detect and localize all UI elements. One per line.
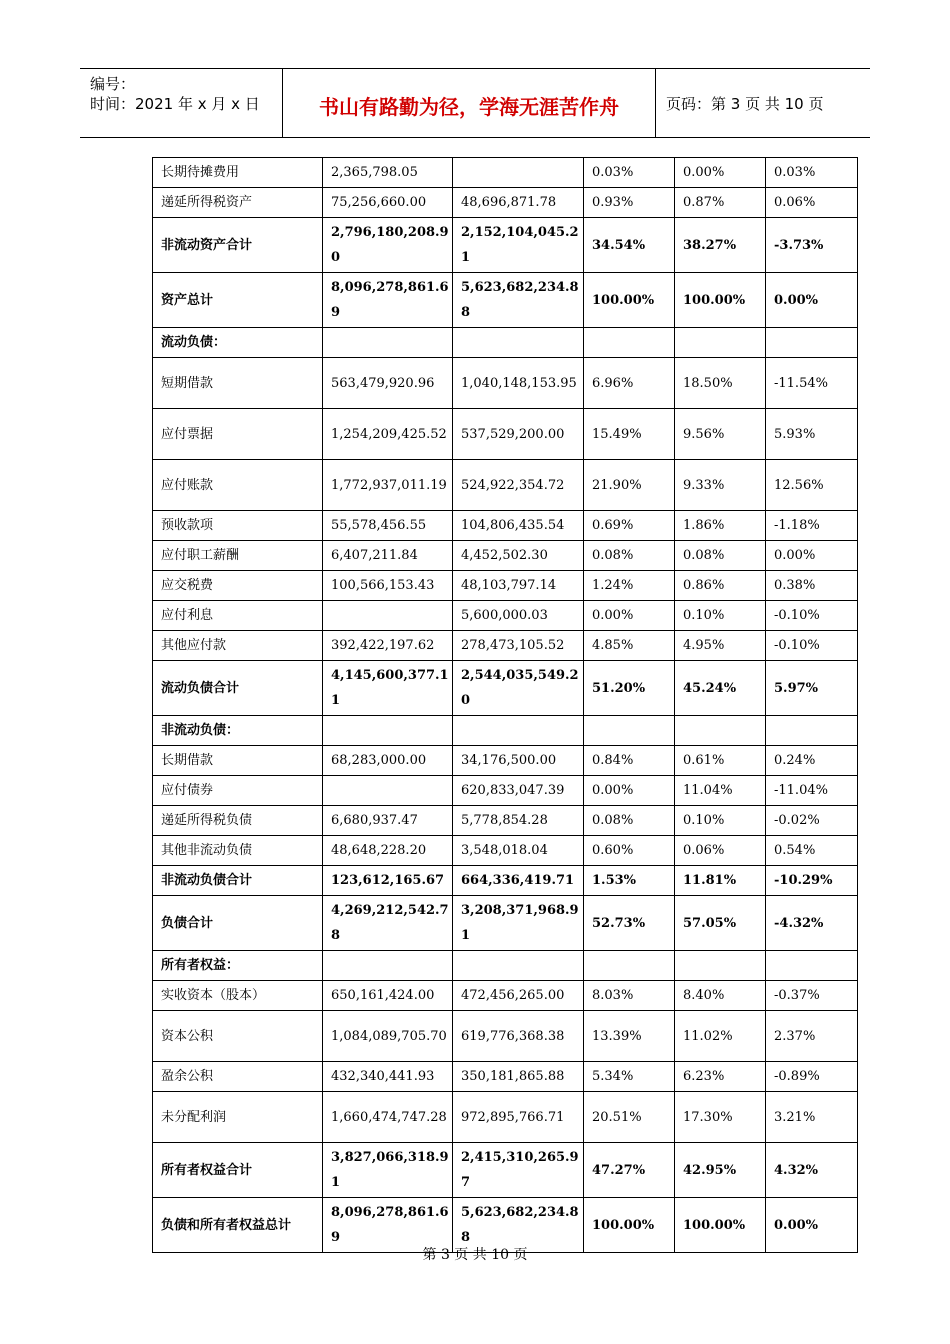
prior-amount-cell: 48,103,797.14 — [453, 571, 584, 601]
current-amount-cell: 8,096,278,861.69 — [323, 1198, 453, 1253]
current-amount-cell: 6,407,211.84 — [323, 541, 453, 571]
current-amount-cell: 563,479,920.96 — [323, 358, 453, 409]
table-row — [153, 571, 858, 601]
row-label-cell: 应付利息 — [153, 601, 323, 631]
current-ratio-cell: 21.90% — [584, 460, 675, 511]
prior-ratio-cell — [675, 951, 766, 981]
prior-amount-cell — [453, 716, 584, 746]
current-ratio-cell: 47.27% — [584, 1143, 675, 1198]
prior-ratio-cell: 11.81% — [675, 866, 766, 896]
prior-amount-cell: 48,696,871.78 — [453, 188, 584, 218]
header-motto: 书山有路勤为径，学海无涯苦作舟 — [319, 95, 619, 119]
current-amount-cell: 2,365,798.05 — [323, 158, 453, 188]
table-row — [153, 188, 858, 218]
table-row — [153, 409, 858, 460]
prior-amount-cell: 620,833,047.39 — [453, 776, 584, 806]
current-amount-cell: 123,612,165.67 — [323, 866, 453, 896]
prior-ratio-cell: 100.00% — [675, 273, 766, 328]
current-amount-cell: 650,161,424.00 — [323, 981, 453, 1011]
ratio-change-cell: -4.32% — [766, 896, 858, 951]
prior-amount-cell: 5,623,682,234.88 — [453, 273, 584, 328]
prior-ratio-cell: 0.00% — [675, 158, 766, 188]
current-ratio-cell: 5.34% — [584, 1062, 675, 1092]
current-amount-cell: 1,254,209,425.52 — [323, 409, 453, 460]
prior-ratio-cell: 1.86% — [675, 511, 766, 541]
row-label-cell: 应付职工薪酬 — [153, 541, 323, 571]
ratio-change-cell: -0.10% — [766, 601, 858, 631]
prior-amount-cell — [453, 951, 584, 981]
prior-ratio-cell: 0.08% — [675, 541, 766, 571]
current-ratio-cell: 0.84% — [584, 746, 675, 776]
row-label-cell: 预收款项 — [153, 511, 323, 541]
row-label-cell: 实收资本（股本） — [153, 981, 323, 1011]
current-amount-cell — [323, 328, 453, 358]
prior-amount-cell: 34,176,500.00 — [453, 746, 584, 776]
prior-amount-cell: 2,152,104,045.21 — [453, 218, 584, 273]
prior-ratio-cell: 11.02% — [675, 1011, 766, 1062]
prior-ratio-cell: 9.56% — [675, 409, 766, 460]
ratio-change-cell: -0.02% — [766, 806, 858, 836]
current-ratio-cell — [584, 716, 675, 746]
current-ratio-cell: 0.08% — [584, 806, 675, 836]
current-ratio-cell: 51.20% — [584, 661, 675, 716]
current-amount-cell: 3,827,066,318.91 — [323, 1143, 453, 1198]
prior-amount-cell: 5,600,000.03 — [453, 601, 584, 631]
current-amount-cell: 2,796,180,208.90 — [323, 218, 453, 273]
ratio-change-cell: -10.29% — [766, 866, 858, 896]
current-ratio-cell: 34.54% — [584, 218, 675, 273]
prior-amount-cell: 3,548,018.04 — [453, 836, 584, 866]
ratio-change-cell: 0.06% — [766, 188, 858, 218]
row-label-cell: 非流动负债： — [153, 716, 323, 746]
row-label-cell: 递延所得税资产 — [153, 188, 323, 218]
table-row — [153, 951, 858, 981]
document-number-label: 编号： — [90, 75, 136, 93]
ratio-change-cell: 3.21% — [766, 1092, 858, 1143]
prior-ratio-cell: 0.86% — [675, 571, 766, 601]
table-row — [153, 273, 858, 328]
row-label-cell: 所有者权益： — [153, 951, 323, 981]
prior-ratio-cell: 4.95% — [675, 631, 766, 661]
ratio-change-cell: 0.00% — [766, 273, 858, 328]
balance-sheet-body — [153, 158, 858, 1253]
document-date-label: 时间：2021 年 x 月 x 日 — [90, 95, 260, 113]
table-row — [153, 218, 858, 273]
current-amount-cell: 1,772,937,011.19 — [323, 460, 453, 511]
ratio-change-cell: 12.56% — [766, 460, 858, 511]
prior-amount-cell: 5,623,682,234.88 — [453, 1198, 584, 1253]
current-amount-cell: 4,269,212,542.78 — [323, 896, 453, 951]
ratio-change-cell: 0.24% — [766, 746, 858, 776]
prior-amount-cell: 3,208,371,968.91 — [453, 896, 584, 951]
row-label-cell: 流动负债合计 — [153, 661, 323, 716]
header-page-number: 页码：第 3 页 共 10 页 — [666, 95, 824, 113]
prior-ratio-cell: 57.05% — [675, 896, 766, 951]
table-row — [153, 358, 858, 409]
prior-amount-cell — [453, 158, 584, 188]
ratio-change-cell: -0.10% — [766, 631, 858, 661]
prior-ratio-cell: 8.40% — [675, 981, 766, 1011]
ratio-change-cell: -1.18% — [766, 511, 858, 541]
ratio-change-cell — [766, 951, 858, 981]
ratio-change-cell: -11.04% — [766, 776, 858, 806]
current-ratio-cell: 15.49% — [584, 409, 675, 460]
page-footer: 第 3 页 共 10 页 — [422, 1247, 528, 1263]
page-header — [80, 68, 870, 138]
prior-amount-cell: 1,040,148,153.95 — [453, 358, 584, 409]
prior-amount-cell: 2,544,035,549.20 — [453, 661, 584, 716]
table-row — [153, 1092, 858, 1143]
prior-ratio-cell: 0.06% — [675, 836, 766, 866]
table-row — [153, 541, 858, 571]
table-row — [153, 661, 858, 716]
current-ratio-cell — [584, 951, 675, 981]
table-row — [153, 511, 858, 541]
header-meta — [80, 69, 282, 137]
prior-ratio-cell: 100.00% — [675, 1198, 766, 1253]
current-amount-cell — [323, 601, 453, 631]
ratio-change-cell — [766, 328, 858, 358]
table-row — [153, 806, 858, 836]
ratio-change-cell: 0.00% — [766, 1198, 858, 1253]
table-row — [153, 1011, 858, 1062]
header-motto-cell — [282, 69, 656, 137]
prior-ratio-cell: 0.10% — [675, 601, 766, 631]
row-label-cell: 应付债券 — [153, 776, 323, 806]
current-amount-cell: 55,578,456.55 — [323, 511, 453, 541]
ratio-change-cell: 5.97% — [766, 661, 858, 716]
current-amount-cell: 1,660,474,747.28 — [323, 1092, 453, 1143]
table-row — [153, 866, 858, 896]
current-ratio-cell: 52.73% — [584, 896, 675, 951]
prior-ratio-cell: 18.50% — [675, 358, 766, 409]
current-ratio-cell: 1.24% — [584, 571, 675, 601]
prior-amount-cell: 619,776,368.38 — [453, 1011, 584, 1062]
table-row — [153, 836, 858, 866]
table-row — [153, 896, 858, 951]
row-label-cell: 所有者权益合计 — [153, 1143, 323, 1198]
prior-ratio-cell: 0.10% — [675, 806, 766, 836]
current-ratio-cell: 100.00% — [584, 273, 675, 328]
row-label-cell: 资本公积 — [153, 1011, 323, 1062]
prior-amount-cell: 537,529,200.00 — [453, 409, 584, 460]
table-row — [153, 981, 858, 1011]
current-amount-cell — [323, 776, 453, 806]
prior-amount-cell: 350,181,865.88 — [453, 1062, 584, 1092]
current-amount-cell: 75,256,660.00 — [323, 188, 453, 218]
row-label-cell: 负债合计 — [153, 896, 323, 951]
prior-ratio-cell: 42.95% — [675, 1143, 766, 1198]
prior-amount-cell: 104,806,435.54 — [453, 511, 584, 541]
current-ratio-cell: 6.96% — [584, 358, 675, 409]
prior-ratio-cell: 38.27% — [675, 218, 766, 273]
current-amount-cell: 432,340,441.93 — [323, 1062, 453, 1092]
current-amount-cell: 1,084,089,705.70 — [323, 1011, 453, 1062]
current-ratio-cell: 0.00% — [584, 776, 675, 806]
prior-ratio-cell: 9.33% — [675, 460, 766, 511]
ratio-change-cell: 0.38% — [766, 571, 858, 601]
ratio-change-cell: 0.03% — [766, 158, 858, 188]
current-ratio-cell: 13.39% — [584, 1011, 675, 1062]
current-ratio-cell — [584, 328, 675, 358]
current-amount-cell: 4,145,600,377.11 — [323, 661, 453, 716]
prior-ratio-cell — [675, 716, 766, 746]
ratio-change-cell: 0.00% — [766, 541, 858, 571]
current-ratio-cell: 100.00% — [584, 1198, 675, 1253]
ratio-change-cell: -11.54% — [766, 358, 858, 409]
current-amount-cell: 68,283,000.00 — [323, 746, 453, 776]
balance-sheet-table — [152, 157, 858, 1253]
table-row — [153, 716, 858, 746]
current-amount-cell: 100,566,153.43 — [323, 571, 453, 601]
table-row — [153, 746, 858, 776]
current-ratio-cell: 0.03% — [584, 158, 675, 188]
row-label-cell: 其他非流动负债 — [153, 836, 323, 866]
ratio-change-cell: 0.54% — [766, 836, 858, 866]
table-row — [153, 601, 858, 631]
row-label-cell: 其他应付款 — [153, 631, 323, 661]
prior-amount-cell: 4,452,502.30 — [453, 541, 584, 571]
table-row — [153, 776, 858, 806]
row-label-cell: 盈余公积 — [153, 1062, 323, 1092]
current-amount-cell: 48,648,228.20 — [323, 836, 453, 866]
header-page-cell — [656, 69, 870, 137]
ratio-change-cell: -0.89% — [766, 1062, 858, 1092]
ratio-change-cell: -0.37% — [766, 981, 858, 1011]
row-label-cell: 应付票据 — [153, 409, 323, 460]
prior-amount-cell: 278,473,105.52 — [453, 631, 584, 661]
current-ratio-cell: 0.00% — [584, 601, 675, 631]
current-amount-cell — [323, 716, 453, 746]
row-label-cell: 非流动负债合计 — [153, 866, 323, 896]
current-ratio-cell: 1.53% — [584, 866, 675, 896]
row-label-cell: 资产总计 — [153, 273, 323, 328]
ratio-change-cell — [766, 716, 858, 746]
row-label-cell: 应付账款 — [153, 460, 323, 511]
table-row — [153, 631, 858, 661]
ratio-change-cell: 2.37% — [766, 1011, 858, 1062]
current-amount-cell: 392,422,197.62 — [323, 631, 453, 661]
current-amount-cell: 6,680,937.47 — [323, 806, 453, 836]
prior-ratio-cell: 6.23% — [675, 1062, 766, 1092]
prior-amount-cell: 972,895,766.71 — [453, 1092, 584, 1143]
prior-amount-cell: 2,415,310,265.97 — [453, 1143, 584, 1198]
row-label-cell: 未分配利润 — [153, 1092, 323, 1143]
row-label-cell: 长期借款 — [153, 746, 323, 776]
row-label-cell: 负债和所有者权益总计 — [153, 1198, 323, 1253]
prior-amount-cell: 664,336,419.71 — [453, 866, 584, 896]
current-ratio-cell: 4.85% — [584, 631, 675, 661]
row-label-cell: 短期借款 — [153, 358, 323, 409]
prior-amount-cell: 524,922,354.72 — [453, 460, 584, 511]
ratio-change-cell: -3.73% — [766, 218, 858, 273]
current-ratio-cell: 8.03% — [584, 981, 675, 1011]
prior-amount-cell: 472,456,265.00 — [453, 981, 584, 1011]
current-ratio-cell: 0.93% — [584, 188, 675, 218]
current-amount-cell — [323, 951, 453, 981]
row-label-cell: 非流动资产合计 — [153, 218, 323, 273]
table-row — [153, 460, 858, 511]
prior-ratio-cell: 11.04% — [675, 776, 766, 806]
row-label-cell: 应交税费 — [153, 571, 323, 601]
prior-ratio-cell: 45.24% — [675, 661, 766, 716]
prior-ratio-cell: 0.87% — [675, 188, 766, 218]
ratio-change-cell: 5.93% — [766, 409, 858, 460]
row-label-cell: 长期待摊费用 — [153, 158, 323, 188]
ratio-change-cell: 4.32% — [766, 1143, 858, 1198]
table-row — [153, 1143, 858, 1198]
row-label-cell: 流动负债： — [153, 328, 323, 358]
current-amount-cell: 8,096,278,861.69 — [323, 273, 453, 328]
row-label-cell: 递延所得税负债 — [153, 806, 323, 836]
prior-amount-cell — [453, 328, 584, 358]
table-row — [153, 328, 858, 358]
table-row — [153, 158, 858, 188]
prior-ratio-cell — [675, 328, 766, 358]
table-row — [153, 1062, 858, 1092]
current-ratio-cell: 20.51% — [584, 1092, 675, 1143]
current-ratio-cell: 0.60% — [584, 836, 675, 866]
current-ratio-cell: 0.69% — [584, 511, 675, 541]
prior-amount-cell: 5,778,854.28 — [453, 806, 584, 836]
current-ratio-cell: 0.08% — [584, 541, 675, 571]
prior-ratio-cell: 0.61% — [675, 746, 766, 776]
prior-ratio-cell: 17.30% — [675, 1092, 766, 1143]
